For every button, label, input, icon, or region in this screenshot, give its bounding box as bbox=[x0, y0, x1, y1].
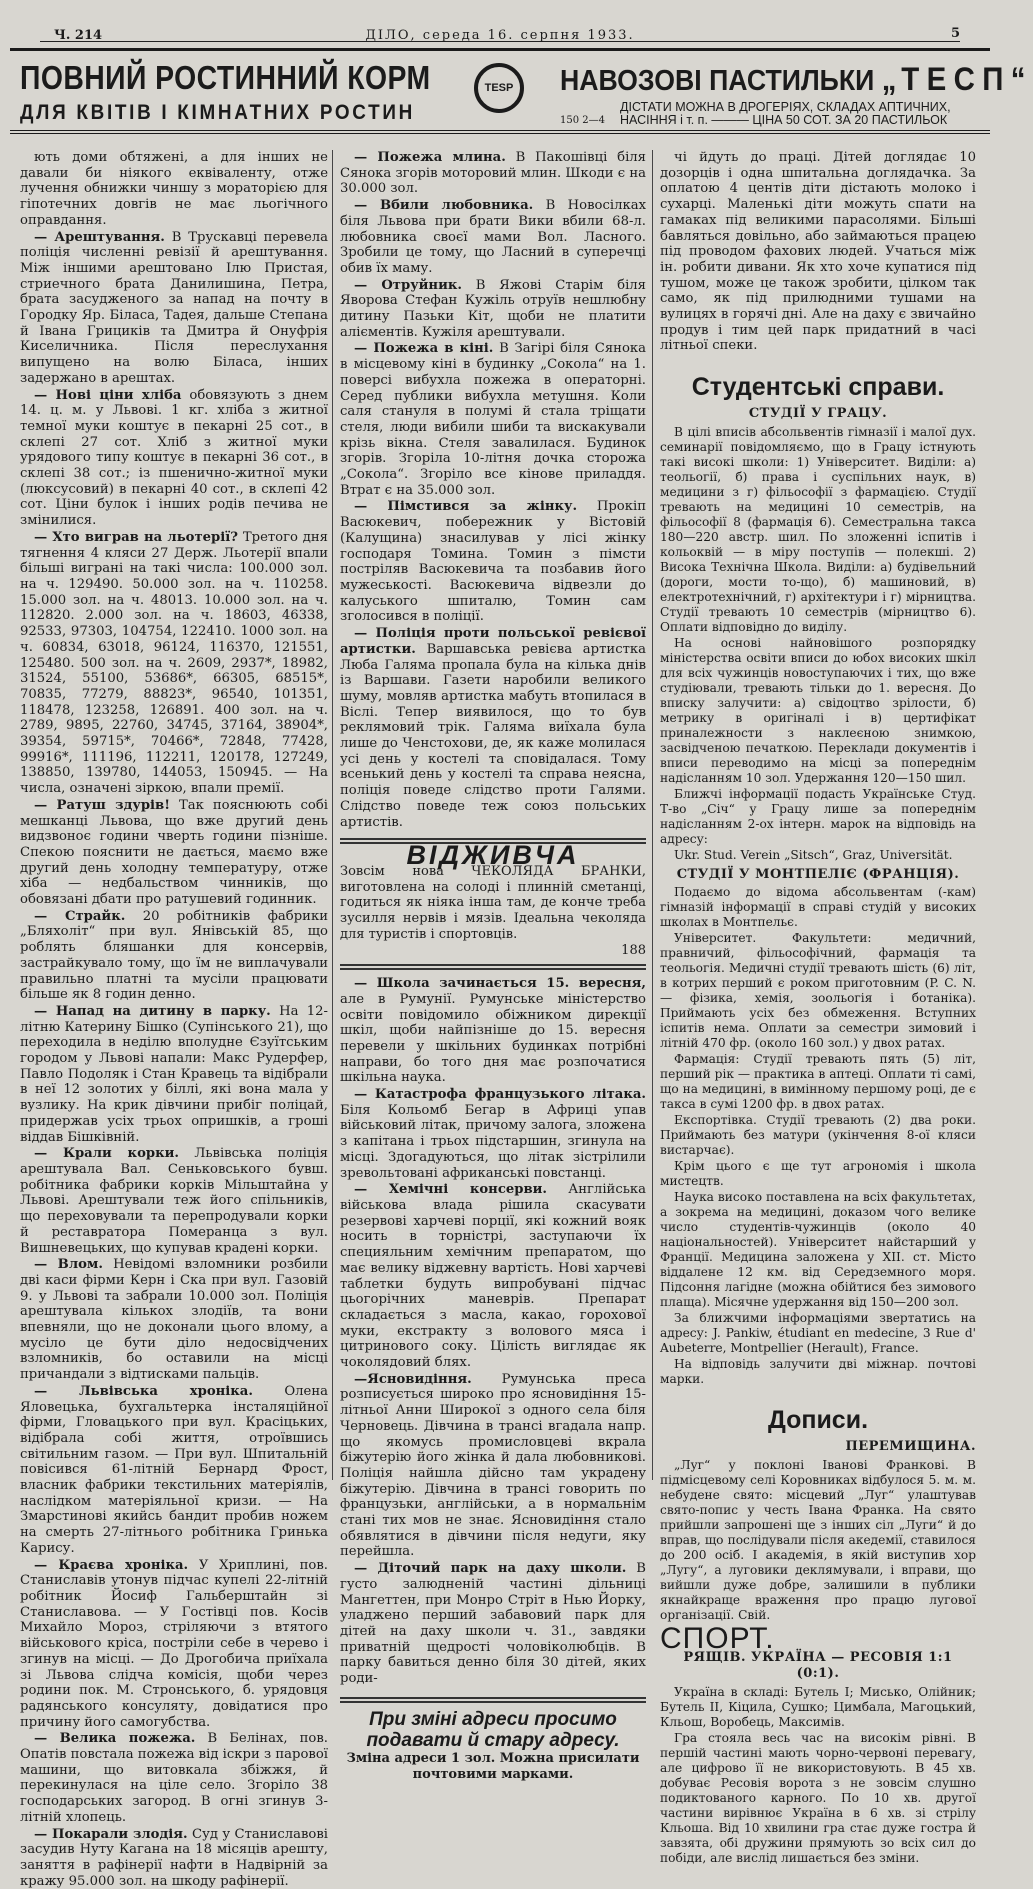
article: — Велика пожежа. В Белінах, пов. Опатів повстала пожежа від іскри з парової машини, що витовкала збіжжя, й перекинулася на ціле село. Згоріло 38 господарських загород. В огні згинув 3-літній хлопець. bbox=[20, 1731, 328, 1825]
section-heading: СПОРТ. bbox=[660, 1621, 775, 1655]
article-text: Експортівка. Студії тревають (2) два роки. Приймають без матури (укінчення 8-ої кляси вистарчає). bbox=[660, 1113, 976, 1158]
address-change-notice bbox=[340, 1697, 646, 1782]
article: — Нові ціни хліба обовязують з днем 14. ц. м. у Львові. 1 кг. хліба з житної темної муки коштує в пекарні 25 сот., в склепі 27 сот. Хліб з житної муки урядового типу коштує в пекарні 36 сот., в склепі 38 сот.; із пшенично-житної муки (люксусовий) в пекарні 40 сот., в склепі 42 сот. Ціни булок і інших родів печива не змінилися. bbox=[20, 387, 328, 529]
article: — Отруйник. В Яжові Старім біля Яворова Стефан Кужіль отруїв нешлюбну дитину Пазьки Кіт, щоби не платити алієментів. Кужіля арештували. bbox=[340, 277, 646, 340]
article: — Хемічні консерви. Англійська військова влада рішила скасувати резервові харчеві порції, які кожний вояк носить в торністрі, заступаючи їх специяльним хемічним препаратом, що має велику віджевну вартість. Нові харчеві таблетки будуть випробувані підчас цьогорічних маневрів. Препарат складається з масла, какао, горохової муки, екстракту з волового мяса і цитринового соку. Цілість виглядає як чоколядовий блях. bbox=[340, 1182, 646, 1371]
article: — Діточий парк на даху школи. В густо залюдненій частині дільниці Мангеттен, при Монро Стріт в Нью Йорку, уладжено перший забавовий парк для дітей на даху школи ч. 31., завдяки приватній щедрості чоловіколюбців. В парку бавиться денно біля 30 дітей, яких роди- bbox=[340, 1561, 646, 1687]
chocolate-advertisement bbox=[340, 838, 646, 970]
ad-availability: ДІСТАТИ МОЖНА В ДРОГЕРІЯХ, СКЛАДАХ АПТИЧНИХ, НАСІННЯ і т. п. ——— ЦІНА 50 СОТ. ЗА 20 ПАСТИЛЬОК bbox=[620, 100, 951, 127]
column-divider bbox=[332, 150, 333, 1480]
article-text: В цілі вписів абсольвентів гімназії і малої дух. семинарії повідомляємо, що в Грацу істнують такі високі школи: 1) Університет. Виділи: а) теольогії, б) права і суспільних наук, в) медицини з г) фільософії з фармацією. Студії тревають на медицині 10 семестрів, на фільософії 8 (фармація 6). Семестральна такса 180—220 австр. шил. По зложенні іспитів і кольоквій — в міру поступів — полекші. 2) Висока Технічна Школа. Виділи: а) будівельний (дороги, мости то-що), б) машиновий, в) електротехнічний, г) архітектури і г) мірництва. Студії тревають 10 семестрів (мірництво 6). Оплати відповідно до виділу. bbox=[660, 424, 976, 634]
article: — Арештування. В Трускавці перевела поліція численні ревізії й арештування. Між іншими арештовано Ілю Пристая, стриечного брата Данилишина, Петра, брата засудженого за напад на почту в Городку Яр. Біласа, Тадея, дальше Степана й Івана Грициків та Дмитра й Онуфрія Киселичника. Після переслухання випущено на волю Біласа, інших задержано в арештах. bbox=[20, 229, 328, 386]
ad-code: 150 2—4 bbox=[560, 115, 605, 126]
article-text: чі йдуть до праці. Дітей доглядає 10 дозорців і одна шпитальна доглядачка. За оплатою 4 центів діти дістають молоко і сухарці. Маленькі діти можуть спати на гамаках під великими парасолями. Більші бавляться довільно, або займаються працею під проводом фахових людей. Учаться між ін. робити дивани. Як хто хоче купатися під тушом, може це також зробити, цілком так само, як під прилюдними тушами на вулицях в горячі дні. Але на даху є звичайно продув і тим цей парк придатний в часі літньої спеки. bbox=[660, 150, 976, 354]
notice-text: Зміна адреси 1 зол. Можна присилати почтовими марками. bbox=[346, 1750, 640, 1782]
article: — Пожежа млина. В Пакошівці біля Сянока згорів моторовий млин. Шкоди є на 30.000 зол. bbox=[340, 150, 646, 197]
address-text: Ukr. Stud. Verein „Sitsch“, Graz, Universität. bbox=[674, 847, 953, 862]
article: — Пожежа в кіні. В Загірі біля Сянока в місцевому кіні в будинку „Сокола“ на 1. поверсі вибухла пожежа в операторні. Серед публики вибухла метушня. Коли саля стануля в полумі й стала тріщати стеля, люди вибили шиби та вискакували крізь вікна. Стеля завалилася. Будинок згорів. Згоріла 10-літня дочка сторожа „Сокола“. Згоріло все кінове приладдя. Втрат є на 35.000 зол. bbox=[340, 341, 646, 498]
column-2 bbox=[340, 150, 647, 1782]
article-text: ють доми обтяжені, а для інших не давали би ніякого еквіваленту, отже лучення обнижки чиншу з мораторією для гіпотечних довгів не має льогічного оправдання. bbox=[20, 150, 328, 228]
ad-product-title: НАВОЗОВІ ПАСТИЛЬКИ „ТЕСП“ bbox=[560, 61, 1033, 97]
notice-title: При зміні адреси просимо подавати й стару адресу. bbox=[366, 1708, 620, 1751]
article: — Поліція проти польської ревієвої артистки. Варшавська ревієва артистка Люба Галяма пропала була на кілька днів із Варшави. Газети наробили великого шуму, мовляв артистка мабуть втопилася в Віслі. Тепер виявилося, що то був реклямовий трік. Галяма виїхала була лише до Ченстохови, де, як каже молилася усі день у костелі та сповідалася. Тому всенький день у костелі та справа неясна, поліція поведе слідство проти Галями. Слідство поведе теж союз польських артистів. bbox=[340, 626, 646, 830]
choc-title: ВІДЖИВЧА bbox=[406, 840, 580, 871]
choc-number: 188 bbox=[621, 943, 646, 959]
article: — Краєва хроніка. У Хриплині, пов. Станиславів утонув підчас купелі 22-літній робітник Йосиф Гальберштайн зі Станиславова. — У Гостівці пов. Косів Михайло Мороз, стріляючи з втятого військового кріса, постріли себе в черево і згинув на місці. — До Дрогобича приїхала зі Львова слідча комісія, щоби через родини пок. М. Стронського, б. урядовця радянського консуляту, довідатися про причину його самогубства. bbox=[20, 1557, 328, 1730]
column-divider bbox=[652, 150, 653, 1480]
subheading: ПЕРЕМИЩИНА. bbox=[845, 1438, 976, 1454]
article-text: Гра стояла весь час на високім рівні. В першій частині мають чорно-червоні перевагу, але цифрово її не використовують. В 45 хв. добуває Ресовія ворота з не зовсім слушно подиктованого карного. По 10 хв. другої частини вирівнює Україна в 6 хв. зі стрілу Кльоша. Від 10 хвилини гра стає дуже гостра й завзята, обі дружини прямують зо всіх сил до побіди, але вислід лишається без зміни. bbox=[660, 1730, 976, 1865]
section-heading: Студентські справи. bbox=[691, 373, 945, 402]
article-text: Україна в складі: Бутель І; Мисько, Олійник; Бутель ІІ, Кіцила, Сушко; Цимбала, Магоцький, Кльош, Воробець, Максимів. bbox=[660, 1684, 976, 1729]
section-heading: Дописи. bbox=[767, 1406, 869, 1435]
article: —Ясновидіння. Румунська преса розписується широко про ясновидіння 15-літньої Анни Широкої з одного села біля Черновець. Дівчина в трансі вгадала напр. що якомусь промисловцеві вкрала біжутерію його жінка й дала любовникові. Поліція найшла дійсно там украдену біжутерію. Дівчина в трансі говорить по французьки, англійськи, а в нормальнім стані тих мов не знає. Ясновидіння стало обявлятися в дівчини після недуги, яку перейшла. bbox=[340, 1371, 646, 1560]
article: — Хто виграв на льотерії? Третого дня тягнення 4 кляси 27 Держ. Льотерії впали більші виграні на такі числа: 100.000 зол. на ч. 129490. 50.000 зол. на ч. 110258. 15.000 зол. на ч. 48013. 10.000 зол. на ч. 112820. 2.000 зол. на ч. 18603, 46338, 92533, 97303, 104754, 122410. 1000 зол. на ч. 60834, 63018, 96124, 116370, 121551, 125480. 500 зол. на ч. 2609, 2937*, 18982, 31524, 55100, 53686*, 66305, 68515*, 70835, 77279, 88823*, 96540, 101351, 118478, 123258, 126891. 400 зол. на ч. 2789, 9895, 22760, 34745, 37164, 38904*, 39354, 59715*, 70466*, 72848, 77428, 99916*, 111196, 112211, 120178, 127249, 138850, 139780, 144053, 150945. — На числа, означені зіркою, впали премії. bbox=[20, 529, 329, 797]
subheading: СТУДІЇ У ГРАЦУ. bbox=[748, 405, 888, 421]
fertilizer-advertisement bbox=[10, 48, 1033, 134]
article-text: Крім цього є ще тут агрономія і школа мистецтв. bbox=[660, 1159, 976, 1189]
article: — Катастрофа французького літака. Біля Кольомб Бегар в Африці упав військовий літак, причому залога, зложена з капітана і трьох підстаршин, згинула на місці. Здогадуються, що літак зістрілили зревольтовані африканські повстанці. bbox=[340, 1087, 646, 1181]
article-text: „Луг“ у поклоні Іванові Франкові. В підмісцевому селі Коровниках відбулося 5. м. м. небудене свято: місцевий „Луг“ улаштував свято-попис у честь Івана Франка. На свято прийшли запрошені ще з інших сіл „Луги“ й до вправ, що послідували після акедемії, ставилося до 200 осіб. І академія, в якій виступив хор „Лугу“, а луговики деклямували, і вправи, що вийшли дуже добре, залишили в публики якнайкраще враження про працю лугової організації. Свій. bbox=[660, 1457, 976, 1622]
subheading: РЯЩІВ. УКРАЇНА — РЕСОВІЯ 1:1 (0:1). bbox=[683, 1650, 953, 1682]
subheading: СТУДІЇ У МОНТПЕЛІЄ (ФРАНЦІЯ). bbox=[676, 866, 960, 882]
article-text: Ближчі інформації подасть Українське Студ. Т-во „Січ“ у Грацу лише за попереднім надісланням 2-ох інтерн. марок на відповідь на адресу: bbox=[660, 786, 976, 846]
masthead: ДІЛО, середа 16. серпня 1933. bbox=[365, 28, 635, 43]
article: — Страйк. 20 робітників фабрики „Бляхоліт“ при вул. Янівській 85, що роблять бляшанки для консервів, застрайкувало тому, що їм не виплачували правильно платні та мусіли працювати більше як 8 годин денно. bbox=[20, 908, 328, 1003]
column-1 bbox=[20, 150, 329, 1889]
article: — Ратуш здурів! Так пояснюють собі мешканці Львова, що вже другий день видзвоноє години чверть години пізніше. Спекою пояснити не дається, маємо вже другий день холодну температуру, отже хіба — недбальством чинників, що обовязані дбати про ратушевий годинник. bbox=[20, 797, 328, 908]
page-label: Ч. 214 bbox=[54, 28, 103, 43]
choc-text: Зовсім нова ЧЕКОЛЯДА БРАНКИ, виготовлена на солоді і плинній сметанці, годиться як ніяка інша там, де конче треба зусилля нервів і мязів. Ідеальна чеколяда для туристів і спортовців. bbox=[340, 863, 646, 942]
article: — Вбили любовника. В Новосілках біля Львова при брати Вики вбили 68-л. любовника своєї мами Вол. Ласного. Зробили це тому, що Ласний в суперечці обив їх маму. bbox=[340, 198, 647, 276]
article-text: За ближчими інформаціями звертатись на адресу: J. Pankiw, étudiant en medecine, 3 Rue d' Aubeterre, Montpellier (Herault), France. bbox=[660, 1311, 976, 1356]
article: — Школа зачинається 15. вересня, але в Румунії. Румунське міністерство освіти повідомило обіжником дирекції шкіл, щоби найпізніше до 15. вересня перевели у шкільних будинках потрібні направи, бо того дня має розпочатися шкільна наука. bbox=[340, 976, 646, 1086]
article: — Крали корки. Львівська поліція арештувала Вал. Сеньковського бувш. робітника фабрики корків Мільштайна у Львові. Арештували теж його спільників, що переховували та перепродували корки й реставратора Померанца з вул. Вишневецьких, що купував крадені корки. bbox=[20, 1146, 328, 1256]
page-number: 5 bbox=[950, 26, 960, 41]
article: — Влом. Невідомі взломники розбили дві каси фірми Керн і Ска при вул. Газовій 9. у Львові та забрали 10.000 зол. Поліція арештувала кількох злодіїв, та вони впевняли, що не доконали цього влому, а мусіло це бути діло недосвідчених взломників, бо оставили на місці причандали з відтисками пальців. bbox=[20, 1257, 328, 1383]
column-3 bbox=[660, 150, 976, 1865]
tesp-logo-icon: TESP bbox=[474, 63, 524, 113]
article: — Покарали злодія. Суд у Станиславові засудив Нуту Кагана на 18 місяців арешту, заняття в рафінерії нафти в Надвірній за кражу 95.000 зол. на шкоду рафінерії. bbox=[20, 1826, 328, 1889]
article-text: Подаємо до відома абсольвентам (-кам) гімназій інформації в справі студій у високих школах в Монтпельє. bbox=[660, 885, 976, 930]
ad-subline: ДЛЯ КВІТІВ І КІМНАТНИХ РОСТИН bbox=[20, 101, 416, 124]
article-text: Університет. Факультети: медичний, правничий, фільософічний, фармація та теольогія. Медичні студії тревають шість (6) літ, в котрих перший є роком приготовним (P. C. N. — фізика, хемія, зоольогія і ботаніка). Приймають усіх без обмеження. Вступних іспитів нема. Оплати за семестри зимовий і літній 470 фр. (около 160 зол.) у двох ратах. bbox=[660, 931, 976, 1051]
ad-headline: ПОВНИЙ РОСТИННИЙ КОРМ bbox=[20, 59, 431, 96]
page-header bbox=[40, 22, 960, 42]
article-text: На основі найновішого розпорядку міністерства освіти вписи до юбох високих шкіл для всіх чужинців новоступаючих і тих, що вже студіювали, тревають тільки до 1. вересня. До вписку залучити: а) свідоцтво зрілости, б) метрику в оригіналі і в) цертифікат приналежности з наклеєною знимкою, засвідченою печаткою. Переклади документів і вписи переводимо на місці за попереднім надісланням 10 зол. Удержання 120—150 шил. bbox=[660, 635, 976, 785]
article-text: На відповідь залучити дві міжнар. почтові марки. bbox=[660, 1357, 976, 1387]
article: — Львівська хроніка. Олена Яловецька, бухгальтерка інсталяційної фірми, Гловацького при вул. Красіцьких, відібрала собі життя, отроївшись світильним газом. — При вул. Шпитальній повісився 61-літній Бернард Фрост, власник фабрики текстильних матеріялів, наслідком матеріяльної кризи. — На Змарстинові якийсь бандит пробив ножем на смерть 27-літнього робітника Гринька Карису. bbox=[20, 1383, 328, 1556]
article: — Пімстився за жінку. Прокіп Васюкевич, побережник у Вістовій (Калущина) знасилував у лісі жінку господаря Томина. Томин з пімсти постріляв Васюкевича та позбавив його мужеськості. Васюкевича відвезли до калуського шпиталю, Томин сам зголосився в поліції. bbox=[340, 499, 646, 625]
article-text: Наука високо поставлена на всіх факультетах, а зокрема на медицині, доказом чого велике число студентів-чужинців (около 40 національностей). Університет найстарший у Франції. Медицина заложена у XII. ст. Місто віддалене 12 км. від Середземного моря. Підсоння лагідне (можна обійтися без зимового плаща). Місячне удержання від 150—200 зол. bbox=[660, 1190, 976, 1310]
article-text: Фармація: Студії тревають пять (5) літ, перший рік — практика в аптеці. Оплати ті самі, що на медицині, в вимінному першому році, де є такса в сумі 1200 фр. в двох ратах. bbox=[660, 1052, 976, 1112]
article: — Напад на дитину в парку. На 12-літню Катерину Бішко (Супінського 21), що переходила в неділю вполудне Єзуїтським городом у Львові напали: Макс Рудерфер, Павло Подоляк і Стан Кравець та відібрали в неї 12 золотих у біллі, які вона мала у вузлику. На крик дівчини прибіг поліцай, придержав усіх трьох опришків, а гроші віддав Бішківній. bbox=[20, 1003, 328, 1145]
